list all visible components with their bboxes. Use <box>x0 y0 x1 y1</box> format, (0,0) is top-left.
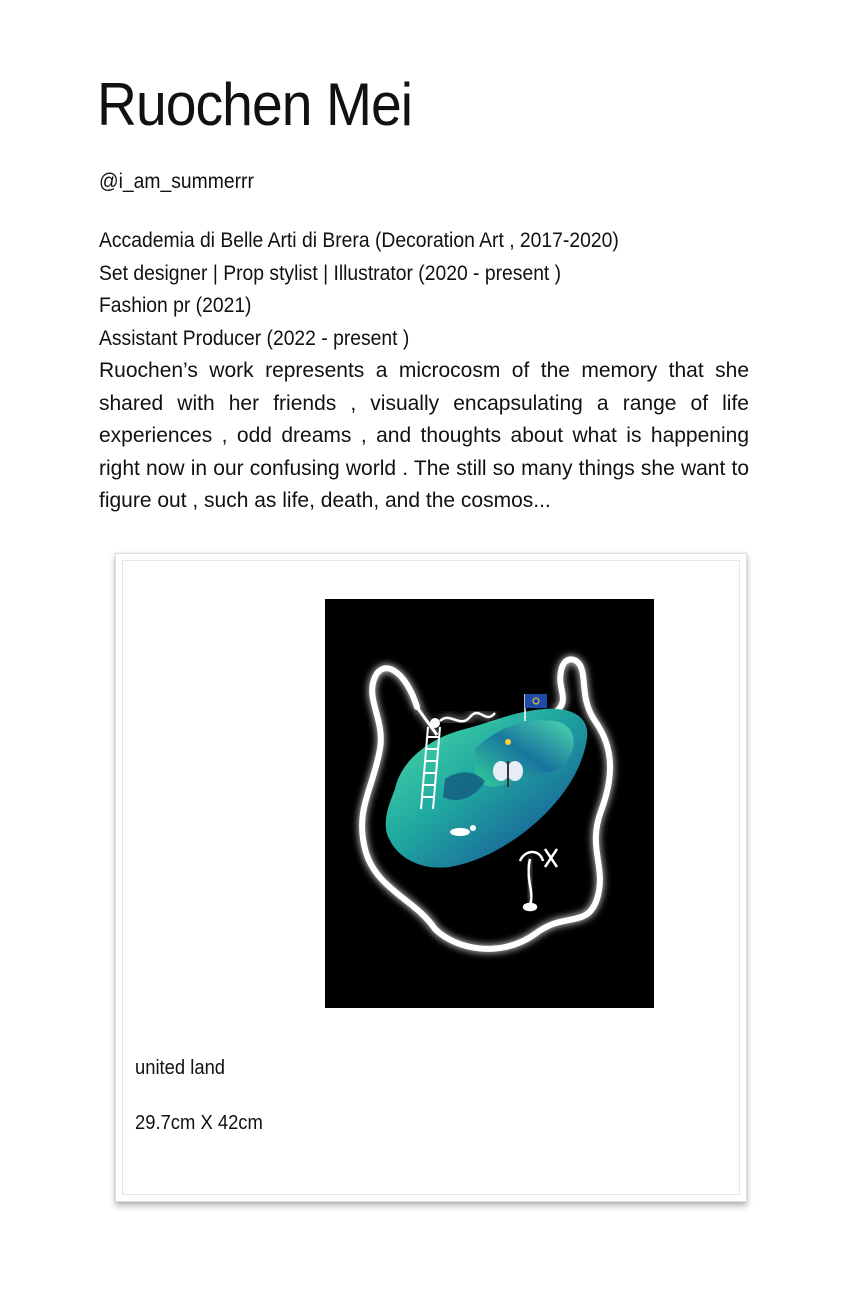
bio-line-fashion-pr: Fashion pr (2021) <box>99 294 252 317</box>
bio-line-education: Accademia di Belle Arti di Brera (Decoration Art , 2017-2020) <box>99 229 619 252</box>
artist-statement: Ruochen’s work represents a microcosm of the memory that she shared with her friends , visually encapsulating a range of life experiences , odd dreams , and thoughts about what is happening right now in our confusing world . The still so many things she want to figure out , such as life, death, and the cosmos... <box>99 359 749 512</box>
artwork-illustration <box>325 599 654 1008</box>
social-handle: @i_am_summerrr <box>99 170 254 193</box>
artwork-title: united land <box>135 1057 226 1079</box>
artwork-card <box>115 553 747 1202</box>
artwork-dimensions: 29.7cm X 42cm <box>135 1112 263 1134</box>
artwork-image <box>325 599 654 1008</box>
artwork-card-inner <box>122 560 740 1195</box>
bio-section <box>99 225 749 518</box>
bio-line-roles: Set designer | Prop stylist | Illustrator (2020 - present ) <box>99 261 562 285</box>
bio-line-producer: Assistant Producer (2022 - present ) <box>99 326 410 350</box>
artist-name: Ruochen Mei <box>97 71 413 138</box>
